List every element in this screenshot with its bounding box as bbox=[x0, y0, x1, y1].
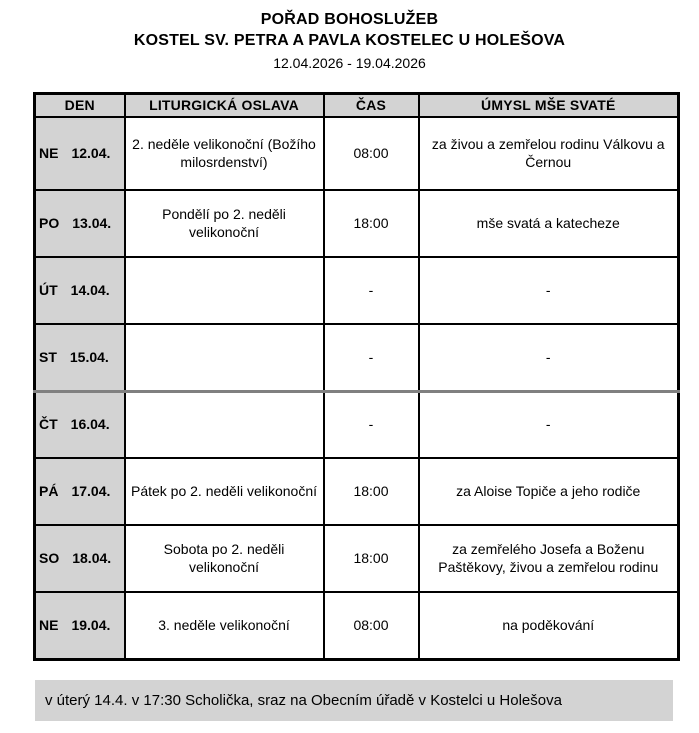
day-abbr: NE bbox=[39, 616, 59, 633]
day-cell bbox=[35, 391, 125, 458]
date-range: 12.04.2026 - 19.04.2026 bbox=[273, 54, 426, 71]
celebration-cell: Pátek po 2. neděli velikonoční bbox=[125, 458, 324, 525]
time-cell: - bbox=[324, 391, 419, 458]
table-header-row bbox=[35, 93, 679, 117]
table-row-ne-19-04 bbox=[35, 592, 679, 659]
day-cell bbox=[35, 324, 125, 391]
day-cell bbox=[35, 190, 125, 257]
day-abbr: ST bbox=[39, 348, 57, 365]
table-row-so-18-04 bbox=[35, 525, 679, 592]
schedule-table bbox=[33, 92, 680, 661]
col-header-liturgicka-oslava: LITURGICKÁ OSLAVA bbox=[125, 93, 324, 117]
celebration-cell bbox=[125, 324, 324, 391]
footer-note-text: v úterý 14.4. v 17:30 Scholička, sraz na Obecním úřadě v Kostelci u Holešova bbox=[45, 691, 562, 709]
day-cell bbox=[35, 592, 125, 659]
intention-cell: za zemřelého Josefa a Boženu Paštěkovy, živou a zemřelou rodinu bbox=[419, 525, 679, 592]
time-cell: 18:00 bbox=[324, 458, 419, 525]
footer-note-bar bbox=[35, 680, 673, 721]
day-abbr: PO bbox=[39, 215, 60, 232]
time-cell: 18:00 bbox=[324, 525, 419, 592]
day-cell bbox=[35, 257, 125, 324]
time-cell: - bbox=[324, 324, 419, 391]
day-abbr: ČT bbox=[39, 416, 58, 433]
intention-cell: - bbox=[419, 391, 679, 458]
intention-cell: za Aloise Topiče a jeho rodiče bbox=[419, 458, 679, 525]
day-abbr: SO bbox=[39, 550, 60, 567]
day-cell bbox=[35, 117, 125, 190]
celebration-cell: 2. neděle velikonoční (Božího milosrdenství) bbox=[125, 117, 324, 190]
day-date: 18.04. bbox=[72, 550, 112, 567]
col-header-umysl-mse-svate: ÚMYSL MŠE SVATÉ bbox=[419, 93, 679, 117]
intention-cell: za živou a zemřelou rodinu Válkovu a Černou bbox=[419, 117, 679, 190]
intention-cell: mše svatá a katecheze bbox=[419, 190, 679, 257]
table-row-ct-16-04 bbox=[35, 391, 679, 458]
table-row-po-13-04 bbox=[35, 190, 679, 257]
table-row-ne-12-04 bbox=[35, 117, 679, 190]
table-row-pa-17-04 bbox=[35, 458, 679, 525]
day-cell bbox=[35, 458, 125, 525]
time-cell: 18:00 bbox=[324, 190, 419, 257]
celebration-cell: Pondělí po 2. neděli velikonoční bbox=[125, 190, 324, 257]
page-title: POŘAD BOHOSLUŽEB bbox=[260, 11, 439, 28]
day-date: 13.04. bbox=[72, 215, 112, 232]
time-cell: 08:00 bbox=[324, 592, 419, 659]
day-date: 16.04. bbox=[70, 416, 110, 433]
table-row-ut-14-04 bbox=[35, 257, 679, 324]
heading-block bbox=[0, 0, 699, 72]
day-abbr: PÁ bbox=[39, 483, 59, 500]
time-cell: - bbox=[324, 257, 419, 324]
page-subtitle: KOSTEL SV. PETRA A PAVLA KOSTELEC U HOLEŠOVA bbox=[133, 31, 566, 49]
celebration-cell: 3. neděle velikonoční bbox=[125, 592, 324, 659]
celebration-cell bbox=[125, 391, 324, 458]
table-row-st-15-04 bbox=[35, 324, 679, 391]
day-cell bbox=[35, 525, 125, 592]
day-date: 17.04. bbox=[71, 483, 111, 500]
col-header-den: DEN bbox=[35, 93, 125, 117]
intention-cell: na poděkování bbox=[419, 592, 679, 659]
day-date: 12.04. bbox=[71, 145, 111, 162]
intention-cell: - bbox=[419, 257, 679, 324]
day-date: 14.04. bbox=[70, 282, 110, 299]
day-date: 19.04. bbox=[71, 616, 111, 633]
day-abbr: NE bbox=[39, 145, 59, 162]
day-abbr: ÚT bbox=[39, 282, 58, 299]
col-header-cas: ČAS bbox=[324, 93, 419, 117]
celebration-cell: Sobota po 2. neděli velikonoční bbox=[125, 525, 324, 592]
celebration-cell bbox=[125, 257, 324, 324]
intention-cell: - bbox=[419, 324, 679, 391]
day-date: 15.04. bbox=[69, 348, 109, 365]
time-cell: 08:00 bbox=[324, 117, 419, 190]
